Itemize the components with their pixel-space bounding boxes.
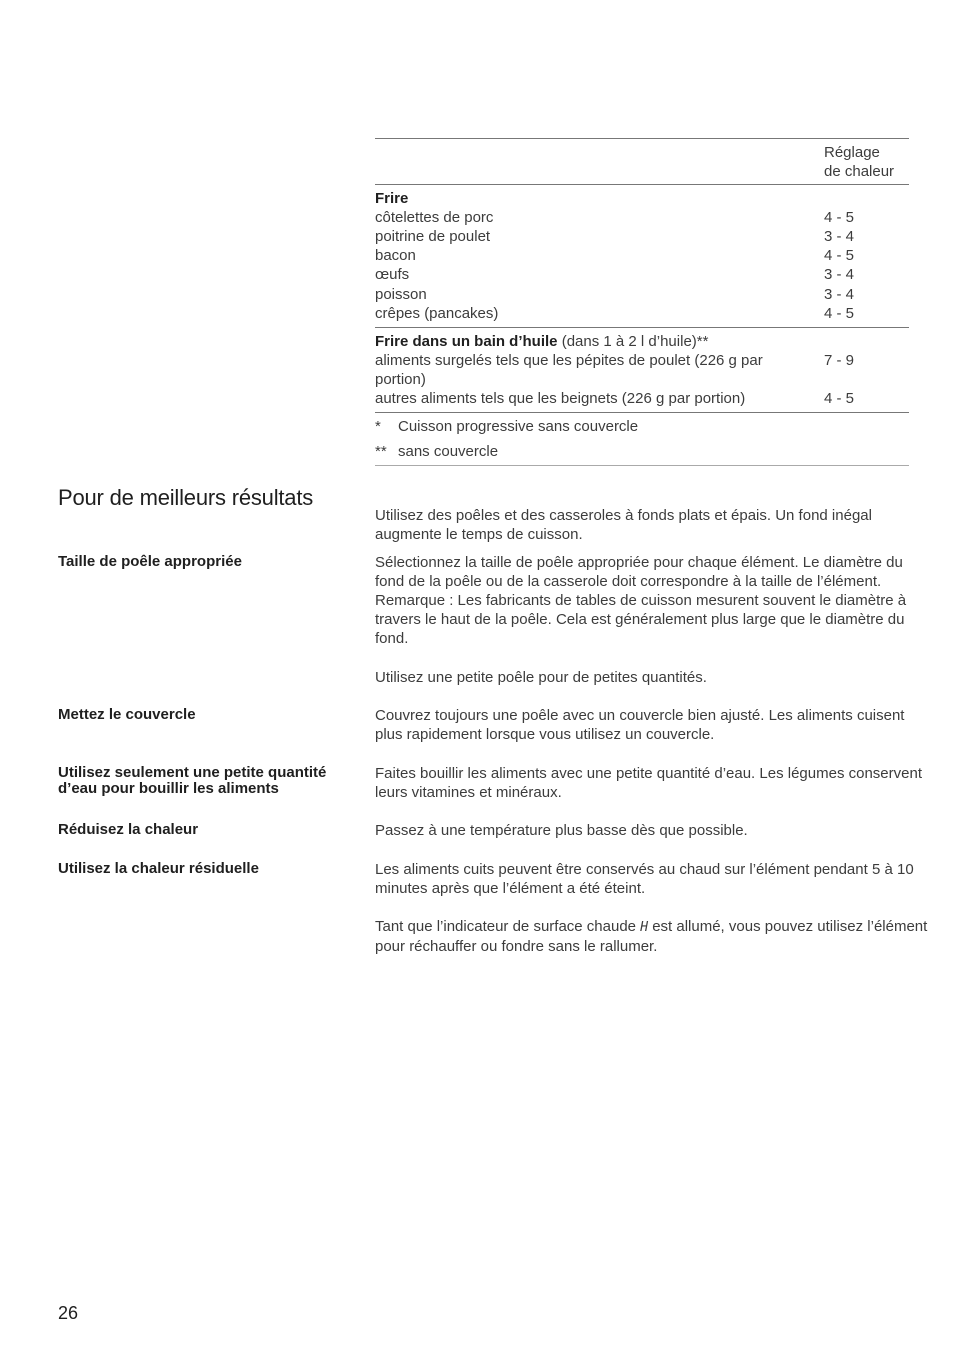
tip-paragraph: Utilisez une petite poêle pour de petites quantités. (375, 669, 707, 686)
section-rule (375, 327, 909, 328)
table-header-cell (824, 143, 894, 181)
footnote-mark: * (375, 418, 381, 435)
table-row-label: aliments surgelés tels que les pépites de poulet (226 g par portion) (375, 352, 763, 388)
table-row-label: poisson (375, 286, 427, 303)
section-title-oil-bold: Frire dans un bain d’huile (375, 333, 558, 350)
section-title-oil (375, 332, 815, 351)
table-row-label: côtelettes de porc (375, 209, 494, 226)
table-bottom-rule (375, 465, 909, 466)
tip-paragraph-prefix: Tant que l’indicateur de surface chaude (375, 918, 641, 935)
section-title-frire: Frire (375, 190, 409, 207)
table-row-value: 4 - 5 (824, 247, 855, 264)
table-row-value: 4 - 5 (824, 209, 855, 226)
tip-label: Mettez le couvercle (58, 706, 196, 723)
section-title-oil-note: (dans 1 à 2 l d’huile)** (557, 333, 709, 350)
table-row-label: œufs (375, 266, 410, 283)
table-row-label: poitrine de poulet (375, 228, 491, 245)
table-top-rule (375, 138, 909, 139)
tip-paragraph: Couvrez toujours une poêle avec un couvercle bien ajusté. Les aliments cuisent plus rapidement lorsque vous utilisez un couvercle. (375, 707, 905, 743)
table-row-label: crêpes (pancakes) (375, 305, 499, 322)
table-row-value: 3 - 4 (824, 228, 855, 245)
table-row-value: 7 - 9 (824, 352, 855, 369)
footnote-text: Cuisson progressive sans couvercle (398, 418, 639, 435)
page-number: 26 (58, 1303, 79, 1323)
header-rule (375, 184, 909, 185)
header-line-2: de chaleur (824, 163, 895, 180)
tip-paragraph (375, 917, 953, 956)
table-row-value: 3 - 4 (824, 286, 855, 303)
footnote-mark: ** (375, 443, 387, 460)
tip-paragraph-suffix: est allumé, vous pouvez utilisez l’élément pour réchauffer ou fondre sans le rallumer. (375, 918, 928, 955)
tip-paragraph: Faites bouillir les aliments avec une petite quantité d’eau. Les légumes conservent leurs vitamines et minéraux. (375, 765, 922, 801)
section-rule (375, 412, 909, 413)
tip-paragraph: Passez à une température plus basse dès que possible. (375, 822, 748, 839)
hot-surface-indicator-icon: H (640, 920, 649, 935)
tips-intro: Utilisez des poêles et des casseroles à fonds plats et épais. Un fond inégal augmente le temps de cuisson. (375, 507, 872, 543)
section-heading: Pour de meilleurs résultats (58, 485, 314, 510)
tip-label: Utilisez seulement une petite quantité d’eau pour bouillir les aliments (58, 764, 327, 797)
header-line-1: Réglage (824, 144, 880, 161)
footnote-text: sans couvercle (398, 443, 499, 460)
tip-label: Réduisez la chaleur (58, 821, 199, 838)
tip-paragraph: Les aliments cuits peuvent être conservés au chaud sur l’élément pendant 5 à 10 minutes après que l’élément a été éteint. (375, 861, 914, 897)
tip-label: Utilisez la chaleur résiduelle (58, 860, 259, 877)
table-row-value: 3 - 4 (824, 266, 855, 283)
table-row-label: autres aliments tels que les beignets (226 g par portion) (375, 390, 746, 407)
table-row-value: 4 - 5 (824, 305, 855, 322)
tip-label: Taille de poêle appropriée (58, 553, 242, 570)
table-row-value: 4 - 5 (824, 390, 855, 407)
tip-paragraph: Sélectionnez la taille de poêle appropriée pour chaque élément. Le diamètre du fond de la poêle ou de la casserole doit correspondre à la taille de l’élément. Remarque : Les fabricants de tables de cuisson mesurent souvent le diamètre à travers le haut de la poêle. Cela est généralement plus large que le diamètre du fond. (375, 554, 907, 647)
table-row-label: bacon (375, 247, 416, 264)
